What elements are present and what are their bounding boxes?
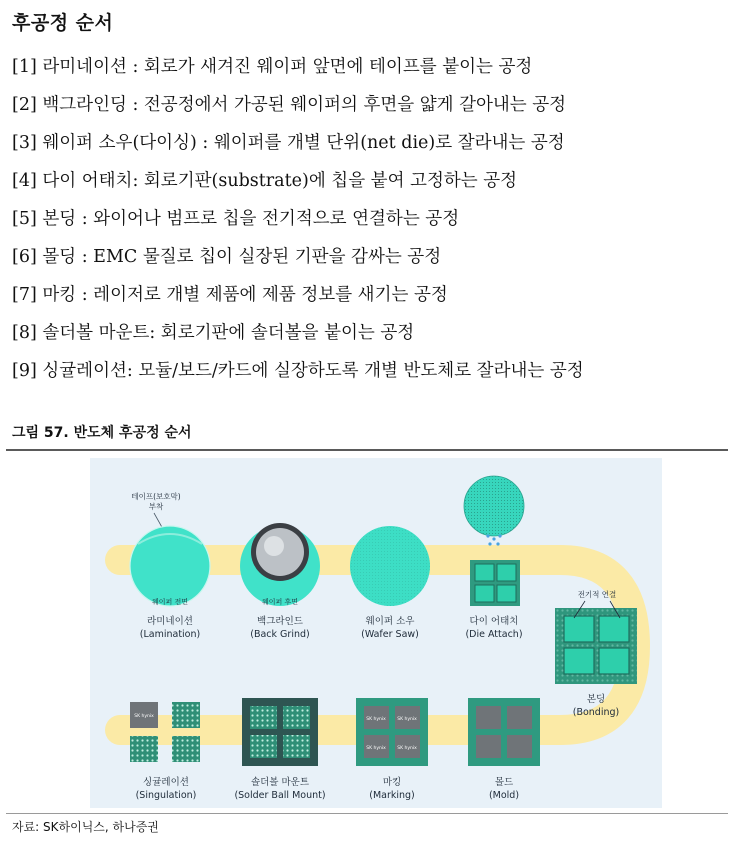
step-4: [4] 다이 어태치: 회로기판(substrate)에 칩을 붙여 고정하는 공정 (12, 171, 518, 191)
singulation-chip-mark: SK hynix (134, 714, 154, 719)
electrical-label: 전기적 연결 (577, 590, 617, 599)
figure-bottom-rule (6, 813, 728, 814)
stage-singulation-ko: 싱귤레이션 (143, 777, 189, 788)
marking-chip-mark-1: SK hynix (366, 717, 386, 722)
tape-note-line1: 테이프(보호막) (131, 492, 181, 501)
stage-lamination-en: (Lamination) (139, 629, 201, 640)
marking-icon (356, 698, 428, 766)
step-7: [7] 마킹 : 레이저로 개별 제품에 제품 정보를 새기는 공정 (12, 285, 448, 305)
step-5: [5] 본딩 : 와이어나 범프로 칩을 전기적으로 연결하는 공정 (12, 209, 460, 229)
stage-bonding-en: (Bonding) (572, 707, 620, 718)
wafer-back-label: 웨이퍼 후면 (261, 598, 299, 606)
figure-top-rule (6, 449, 728, 451)
marking-chip-mark-2: SK hynix (397, 717, 417, 722)
marking-chip-mark-4: SK hynix (397, 746, 417, 751)
stage-solderball-ko: 솔더볼 마운트 (250, 777, 310, 788)
step-3: [3] 웨이퍼 소우(다이싱) : 웨이퍼를 개별 단위(net die)로 잘라내는 공정 (12, 133, 565, 153)
stage-dieattach-en: (Die Attach) (465, 629, 523, 640)
wafer-saw-icon (350, 526, 430, 606)
stage-marking-en: (Marking) (369, 790, 415, 801)
stage-mold-ko: 몰드 (494, 777, 514, 788)
marking-chip-mark-3: SK hynix (366, 746, 386, 751)
wafer-front-label: 웨이퍼 전면 (151, 598, 189, 606)
step-8: [8] 솔더볼 마운트: 회로기판에 솔더볼을 붙이는 공정 (12, 323, 415, 343)
figure-caption: 그림 57. 반도체 후공정 순서 (12, 425, 192, 441)
tape-note-line2: 부착 (148, 502, 164, 511)
step-6: [6] 몰딩 : EMC 물질로 칩이 실장된 기판을 감싸는 공정 (12, 247, 442, 267)
bonding-icon (555, 601, 637, 684)
step-2: [2] 백그라인딩 : 전공정에서 가공된 웨이퍼의 후면을 얇게 갈아내는 공정 (12, 95, 567, 115)
stage-singulation-en: (Singulation) (135, 790, 197, 801)
stage-marking-ko: 마킹 (382, 777, 402, 788)
step-9: [9] 싱귤레이션: 모듈/보드/카드에 실장하도록 개별 반도체로 잘라내는 공정 (12, 361, 584, 381)
mold-icon (468, 698, 540, 766)
stage-wafersaw-en: (Wafer Saw) (361, 629, 419, 640)
step-1: [1] 라미네이션 : 회로가 새겨진 웨이퍼 앞면에 테이프를 붙이는 공정 (12, 57, 533, 77)
source-note: 자료: SK하이닉스, 하나증권 (12, 820, 159, 834)
solder-ball-mount-icon (242, 698, 318, 766)
step-list (12, 48, 584, 390)
stage-mold-en: (Mold) (488, 790, 520, 801)
process-diagram (90, 458, 662, 808)
stage-backgrind-en: (Back Grind) (250, 629, 310, 640)
lamination-icon (130, 526, 210, 606)
page-title: 후공정 순서 (12, 12, 114, 34)
stage-wafersaw-ko: 웨이퍼 소우 (365, 616, 415, 627)
stage-dieattach-ko: 다이 어태치 (469, 616, 519, 627)
stage-bonding-ko: 본딩 (586, 694, 606, 705)
stage-lamination-ko: 라미네이션 (147, 616, 193, 627)
stage-solderball-en: (Solder Ball Mount) (234, 790, 326, 801)
stage-backgrind-ko: 백그라인드 (257, 616, 303, 627)
